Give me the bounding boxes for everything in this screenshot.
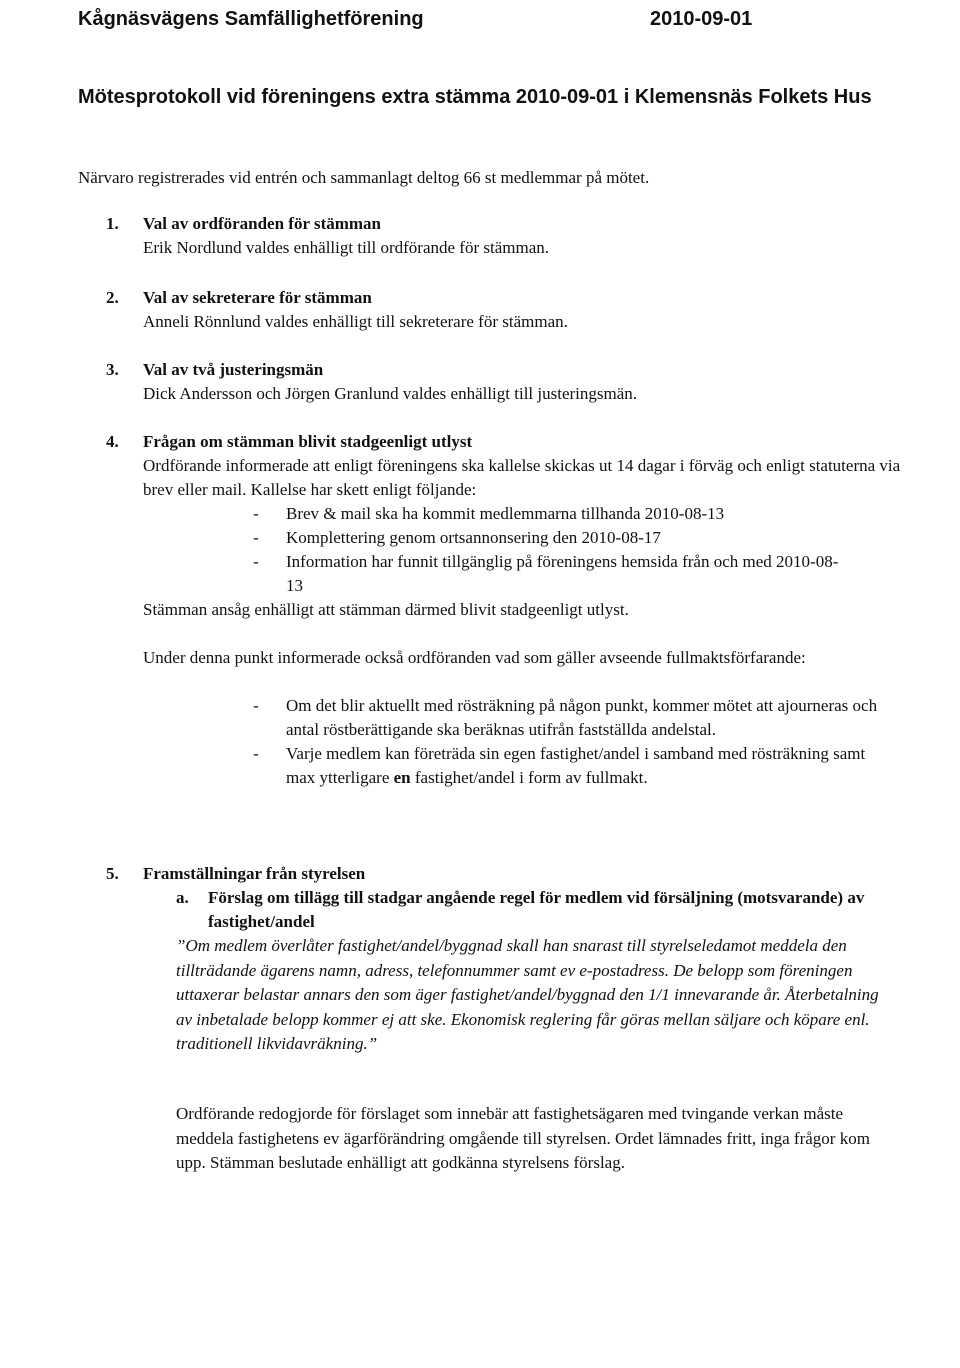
proposal-quote: ”Om medlem överlåter fastighet/andel/byggnad skall han snarast till styrelseledamot meddela den tillträdande ägarens namn, adress, telefonnummer samt ev e-postadress. De belopp som föreningen uttaxerar belastar annars den som äger fastighet/andel/byggnad den 1/1 innevarande år. Återbetalning av inbetalade belopp kommer ej att ske. Ekonomisk reglering får göras mellan säljare och köpare enl. traditionell likvidavräkning.” <box>176 936 879 1053</box>
proxy-list <box>253 694 893 790</box>
item-heading: Frågan om stämman blivit stadgeenligt utlyst <box>143 432 473 451</box>
list-item: - Information har funnit tillgänglig på föreningens hemsida från och med 2010-08-13 <box>253 552 839 595</box>
list-item: - Varje medlem kan företräda sin egen fastighet/andel i samband med rösträkning samt max ytterligare en fastighet/andel i form av fullmakt. <box>253 744 866 787</box>
list-item: - Komplettering genom ortsannonsering den 2010-08-17 <box>253 528 661 547</box>
sub-item-letter: a. <box>176 888 189 907</box>
item-4-body <box>143 454 903 502</box>
item-number: 5. <box>106 864 119 883</box>
header-date: 2010-09-01 <box>650 8 753 30</box>
item-number: 2. <box>106 288 119 307</box>
item-number: 3. <box>106 360 119 379</box>
item-4-conclusion <box>143 598 903 622</box>
item-heading: Val av sekreterare för stämman <box>143 288 372 307</box>
item-text: Dick Andersson och Jörgen Granlund valdes enhälligt till justeringsmän. <box>143 384 638 403</box>
sub-item-heading: Förslag om tillägg till stadgar angående regel för medlem vid försäljning (motsvarande) av fastighet/andel <box>208 888 865 931</box>
proxy-intro-block <box>143 646 823 670</box>
list-item-text: Brev & mail ska ha kommit medlemmarna tillhanda 2010-08-13 <box>286 504 725 523</box>
text-segment: Varje medlem kan företräda sin egen fastighet/andel i samband med rösträkning samt max ytterligare <box>286 744 866 787</box>
item-text: Erik Nordlund valdes enhälligt till ordförande för stämman. <box>143 238 550 257</box>
proxy-intro-text: Under denna punkt informerade också ordföranden vad som gäller avseende fullmaktsförfarande: <box>143 648 806 667</box>
item-4-text: Ordförande informerade att enligt föreningens ska kallelse skickas ut 14 dagar i förväg och enligt statuterna via brev eller mail. Kallelse har skett enligt följande: <box>143 456 901 499</box>
list-item-text: Om det blir aktuellt med rösträkning på någon punkt, kommer mötet att ajourneras och antal röstberättigande ska beräknas utifrån fastställda andelstal. <box>286 696 878 739</box>
item-heading: Val av två justeringsmän <box>143 360 324 379</box>
item-heading: Framställningar från styrelsen <box>143 864 366 883</box>
notice-list <box>253 502 893 598</box>
emphasis-text: en <box>393 768 411 787</box>
list-item-text <box>286 744 865 787</box>
item-text: Anneli Rönnlund valdes enhälligt till sekreterare för stämman. <box>143 312 568 331</box>
conclusion-text: Stämman ansåg enhälligt att stämman därmed blivit stadgeenligt utlyst. <box>143 600 629 619</box>
item-number: 4. <box>106 432 119 451</box>
text-segment: fastighet/andel i form av fullmakt. <box>410 768 648 787</box>
list-item-text: Komplettering genom ortsannonsering den 2010-08-17 <box>286 528 661 547</box>
document-title: Mötesprotokoll vid föreningens extra stämma 2010-09-01 i Klemensnäs Folkets Hus <box>78 86 872 108</box>
item-number: 1. <box>106 214 119 233</box>
decision-text: Ordförande redogjorde för förslaget som innebär att fastighetsägaren med tvingande verkan måste meddela fastighetens ev ägarförändring omgående till styrelsen. Ordet lämnades fritt, inga frågor kom upp. Stämman beslutade enhälligt att godkänna styrelsens förslag. <box>176 1104 870 1172</box>
list-item: - Brev & mail ska ha kommit medlemmarna tillhanda 2010-08-13 <box>253 504 725 523</box>
list-item-text: Information har funnit tillgänglig på föreningens hemsida från och med 2010-08-13 <box>286 552 839 595</box>
item-heading: Val av ordföranden för stämman <box>143 214 382 233</box>
attendance-text: Närvaro registrerades vid entrén och sammanlagt deltog 66 st medlemmar på mötet. <box>78 168 650 187</box>
list-item: - Om det blir aktuellt med rösträkning på någon punkt, kommer mötet att ajourneras och antal röstberättigande ska beräknas utifrån fastställda andelstal. <box>253 696 878 739</box>
org-name: Kågnäsvägens Samfällighetförening <box>78 8 424 30</box>
